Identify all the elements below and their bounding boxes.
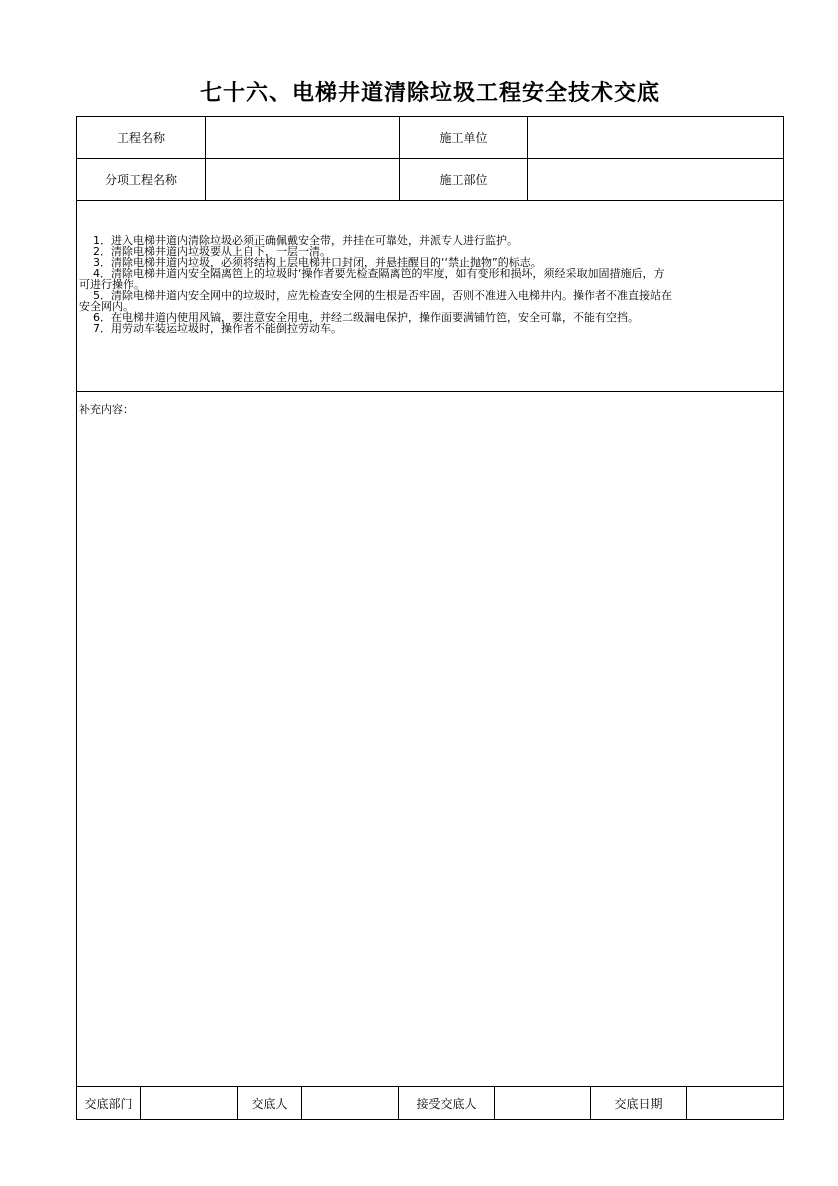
content-line: 2．清除电梯井道内垃圾要从上自下，一层一清。 [93,245,331,258]
date-field[interactable] [687,1087,783,1119]
sub-project-field[interactable] [206,159,400,200]
content-line: 7．用劳动车装运垃圾时，操作者不能倒拉劳动车。 [93,322,342,335]
construction-unit-field[interactable] [528,117,783,158]
construction-part-field[interactable] [528,159,783,200]
document-title: 七十六、电梯井道清除垃圾工程安全技术交底 [199,81,660,106]
disclosure-sheet [76,116,784,1120]
content-line: 安全网内。 [79,300,134,313]
header-row-2 [77,159,783,201]
project-name-label: 工程名称 [77,117,206,158]
dept-label: 交底部门 [77,1087,141,1119]
project-name-field[interactable] [206,117,400,158]
dept-field[interactable] [141,1087,238,1119]
disclosure-content [77,201,783,392]
construction-part-label: 施工部位 [400,159,528,200]
supplement-label: 补充内容： [79,403,134,416]
content-line: 6．在电梯井道内使用风镐，要注意安全用电，并经二级漏电保护，操作面要满铺竹笆，安全可靠，不能有空挡。 [93,311,639,324]
content-line: 1．进入电梯井道内清除垃圾必须正确佩戴安全带，并挂在可靠处，并派专人进行监护。 [93,234,518,247]
content-line: 可进行操作。 [79,278,145,291]
content-line: 3．清除电梯井道内垃圾，必须将结构上层电梯井口封闭，并悬挂醒目的‘‘禁止抛物”的标志。 [93,256,542,269]
giver-field[interactable] [302,1087,399,1119]
giver-label: 交底人 [238,1087,302,1119]
content-line: 5．清除电梯井道内安全网中的垃圾时，应先检查安全网的生根是否牢固，否则不准进入电梯井内。操作者不准直接站在 [93,289,672,302]
receiver-field[interactable] [495,1087,591,1119]
date-label: 交底日期 [591,1087,687,1119]
header-row-1 [77,117,783,159]
signature-row [77,1086,783,1119]
content-line: 4．清除电梯井道内安全隔离笆上的垃圾时‘操作者要先检查隔离笆的牢度，如有变形和损坏，须经采取加固措施后，方 [93,267,665,280]
sub-project-label: 分项工程名称 [77,159,206,200]
receiver-label: 接受交底人 [399,1087,495,1119]
construction-unit-label: 施工单位 [400,117,528,158]
